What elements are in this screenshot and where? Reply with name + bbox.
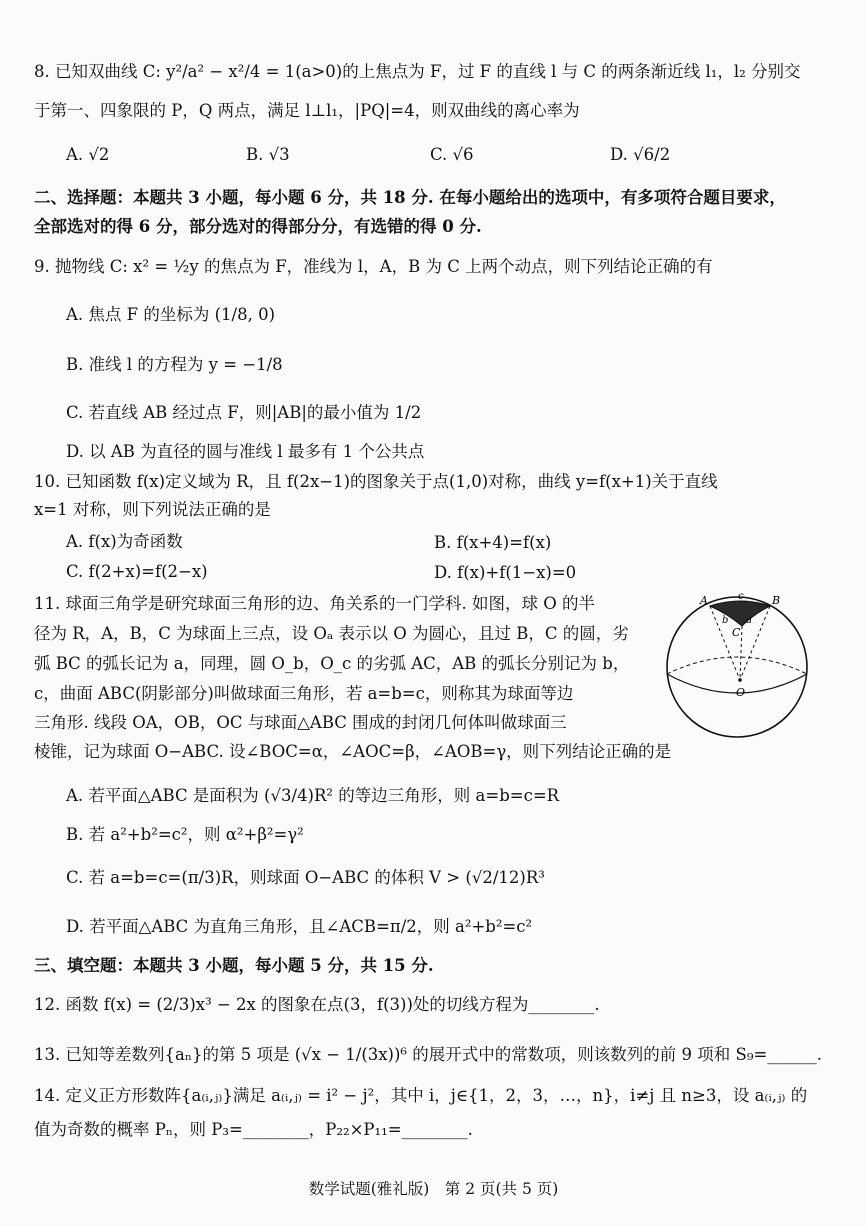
q11-option-a: A. 若平面△ABC 是面积为 (√3/4)R² 的等边三角形，则 a=b=c=R <box>66 786 560 805</box>
q8-option-b: B. √3 <box>246 145 290 164</box>
q10-option-a: A. f(x)为奇函数 <box>66 532 183 551</box>
q8-option-a: A. √2 <box>66 145 110 164</box>
q11-line4: c，曲面 ABC(阴影部分)叫做球面三角形，若 a=b=c，则称其为球面等边 <box>34 684 574 703</box>
label-arc-a: a <box>746 615 752 626</box>
q8-option-d: D. √6/2 <box>610 145 671 164</box>
q11-line1: 11. 球面三角学是研究球面三角形的边、角关系的一门学科. 如图，球 O 的半 <box>34 594 595 613</box>
q9-option-a: A. 焦点 F 的坐标为 (1/8, 0) <box>66 305 276 324</box>
label-a: A <box>700 594 708 607</box>
q11-option-b: B. 若 a²+b²=c²，则 α²+β²=γ² <box>66 825 304 844</box>
label-o: O <box>736 686 746 699</box>
q9-option-c: C. 若直线 AB 经过点 F，则|AB|的最小值为 1/2 <box>66 403 422 422</box>
q11-line2: 径为 R，A，B，C 为球面上三点，设 Oₐ 表示以 O 为圆心，且过 B，C 的圆，劣 <box>34 624 629 643</box>
q11-line5: 三角形. 线段 OA，OB，OC 与球面△ABC 围成的封闭几何体叫做球面三 <box>34 713 567 732</box>
spherical-triangle-shade <box>710 601 770 626</box>
q12: 12. 函数 f(x) = (2/3)x³ − 2x 的图象在点(3，f(3))处的切线方程为________. <box>34 995 600 1014</box>
q14-line2: 值为奇数的概率 Pₙ，则 P₃=________，P₂₂×P₁₁=________. <box>34 1120 473 1139</box>
q10-line1: 10. 已知函数 f(x)定义域为 R，且 f(2x−1)的图象关于点(1,0)对称，曲线 y=f(x+1)关于直线 <box>34 472 718 491</box>
page-footer: 数学试题(雅礼版) 第 2 页(共 5 页) <box>308 1180 559 1198</box>
label-arc-b: b <box>722 615 729 626</box>
equator-back <box>667 657 807 674</box>
q14-line1: 14. 定义正方形数阵{a₍ᵢ,ⱼ₎}满足 a₍ᵢ,ⱼ₎ = i² − j²，其中 i，j∈{1，2，3，…，n}，i≠j 且 n≥3，设 a₍ᵢ,ⱼ₎ 的 <box>34 1086 808 1105</box>
q13: 13. 已知等差数列{aₙ}的第 5 项是 (√x − 1/(3x))⁶ 的展开式中的常数项，则该数列的前 9 项和 S₉=______. <box>34 1045 823 1064</box>
q9-stem: 9. 抛物线 C: x² = ½y 的焦点为 F，准线为 l，A，B 为 C 上两个动点，则下列结论正确的有 <box>34 257 713 276</box>
q10-line2: x=1 对称，则下列说法正确的是 <box>34 500 271 519</box>
q8-line2: 于第一、四象限的 P，Q 两点，满足 l⊥l₁，|PQ|=4，则双曲线的离心率为 <box>34 101 580 120</box>
label-arc-c: c <box>738 592 744 602</box>
label-c: C <box>732 626 741 639</box>
q8-option-c: C. √6 <box>430 145 474 164</box>
label-b: B <box>772 594 781 607</box>
center-point-o <box>738 678 742 682</box>
q9-option-b: B. 准线 l 的方程为 y = −1/8 <box>66 355 283 374</box>
sphere-figure <box>662 592 812 738</box>
q10-option-d: D. f(x)+f(1−x)=0 <box>434 563 577 582</box>
q11-line3: 弧 BC 的弧长记为 a，同理，圆 O_b，O_c 的劣弧 AC，AB 的弧长分别记为 b， <box>34 654 630 673</box>
q11-option-c: C. 若 a=b=c=(π/3)R，则球面 O−ABC 的体积 V > (√2/12)R³ <box>66 868 545 887</box>
section2-heading-line2: 全部选对的得 6 分，部分选对的得部分分，有选错的得 0 分. <box>34 217 482 236</box>
q11-line6: 棱锥，记为球面 O−ABC. 设∠BOC=α，∠AOC=β，∠AOB=γ，则下列结论正确的是 <box>34 742 672 761</box>
q10-option-b: B. f(x+4)=f(x) <box>434 533 552 552</box>
q10-option-c: C. f(2+x)=f(2−x) <box>66 562 208 581</box>
q11-option-d: D. 若平面△ABC 为直角三角形，且∠ACB=π/2，则 a²+b²=c² <box>66 917 533 936</box>
q8-line1: 8. 已知双曲线 C: y²/a² − x²/4 = 1(a>0)的上焦点为 F，过 F 的直线 l 与 C 的两条渐近线 l₁，l₂ 分别交 <box>34 62 801 81</box>
section3-heading: 三、填空题：本题共 3 小题，每小题 5 分，共 15 分. <box>34 956 434 975</box>
section2-heading-line1: 二、选择题：本题共 3 小题，每小题 6 分，共 18 分. 在每小题给出的选项中，有多项符合题目要求， <box>34 188 786 207</box>
q9-option-d: D. 以 AB 为直径的圆与准线 l 最多有 1 个公共点 <box>66 442 425 461</box>
